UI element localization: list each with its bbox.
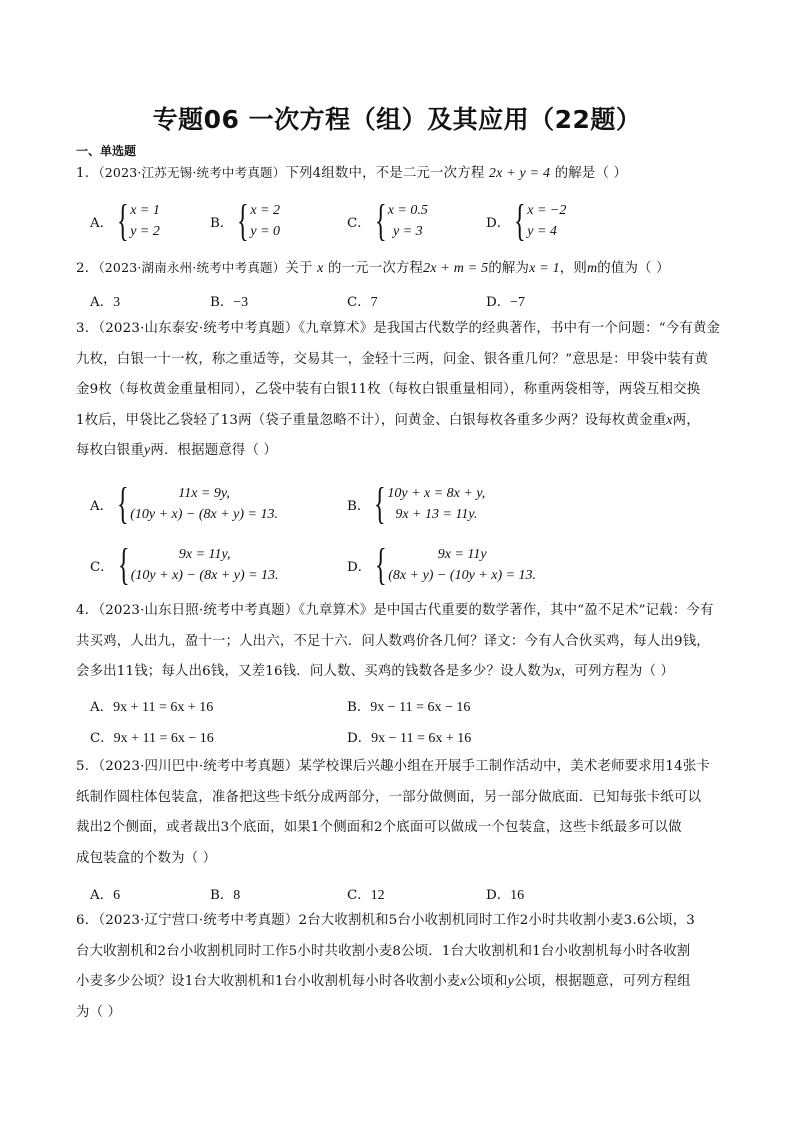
option-c[interactable]: C． { 9x = 11y, (10y + x) − (8x + y) = 13. <box>90 540 279 589</box>
option-d[interactable]: D．16 <box>486 888 525 903</box>
option-a[interactable]: A．3 <box>90 295 121 310</box>
option-d[interactable]: D． { 9x = 11y (8x + y) − (10y + x) = 13. <box>347 540 537 589</box>
brace-icon: { <box>374 196 387 245</box>
option-d[interactable]: D．9x − 11 = 6x + 16 <box>347 731 472 746</box>
brace-icon: { <box>117 479 129 528</box>
brace-icon: { <box>237 196 249 245</box>
question-5: 5．（2023·四川巴中·统考中考真题）某学校课后兴趣小组在开展手工制作活动中，美术老师要求用14张卡 纸制作圆柱体包装盒，准备把这些卡纸分成两部分，一部分做侧面，另一部分做底面．已知每张卡纸可以 裁出2个侧面，或者裁出3个底面，如果1个侧面和2个底面可以做成一个包装盒，这些卡纸最多可以做 成包装盒的个数为（ ） <box>76 759 711 866</box>
option-a[interactable]: A．9x + 11 = 6x + 16 <box>90 700 214 715</box>
option-d[interactable]: D． { x = −2 y = 4 <box>486 196 567 245</box>
option-d[interactable]: D．−7 <box>486 295 526 310</box>
question-number: 1． <box>76 166 99 181</box>
brace-icon: { <box>117 196 129 245</box>
brace-icon: { <box>117 540 130 589</box>
option-b[interactable]: B．−3 <box>210 295 249 310</box>
option-a[interactable]: A． { 11x = 9y, (10y + x) − (8x + y) = 13. <box>90 479 278 528</box>
brace-icon: { <box>374 479 386 528</box>
question-text: 的解是（ ） <box>554 166 628 181</box>
option-a[interactable]: A．6 <box>90 888 121 903</box>
option-b[interactable]: B．9x − 11 = 6x − 16 <box>347 700 471 715</box>
question-source: （2023·江苏无锡·统考中考真题） <box>98 165 286 180</box>
option-c[interactable]: C．9x + 11 = 6x − 16 <box>90 731 214 746</box>
option-b[interactable]: B． { 10y + x = 8x + y, 9x + 13 = 11y. <box>347 479 486 528</box>
page-title: 专题06 一次方程（组）及其应用（22题） <box>152 105 642 134</box>
question-1 <box>76 158 726 190</box>
question-2: 2．（2023·湖南永州·统考中考真题）关于 x 的一元一次方程2x + m = 5的解为x = 1，则m的值为（ ） <box>76 260 670 276</box>
section-heading: 一、单选题 <box>76 144 137 158</box>
option-b[interactable]: B．8 <box>210 888 241 903</box>
question-3: 3．（2023·山东泰安·统考中考真题）《九章算术》是我国古代数学的经典著作，书中有一个问题：“今有黄金 九枚，白银一十一枚，称之重适等，交易其一，金轻十三两，问金、银各重几何？”意思是：甲袋中装有黄 金9枚（每枚黄金重量相同），乙袋中装有白银11枚（每枚白银重量相同），称重两袋相等，两袋互相交换 1枚后，甲袋比乙袋轻了13两（袋子重量忽略不计），问黄金、白银每枚各重多少两？设每枚黄金重x两， 每枚白银重y两．根据题意得（ ） <box>76 321 721 458</box>
question-6: 6．（2023·辽宁营口·统考中考真题）2台大收割机和5台小收割机同时工作2小时共收割小麦3.6公顷，3 台大收割机和2台小收割机同时工作5小时共收割小麦8公顷．1台大收割机和1台小收割机每小时各收割 小麦多少公顷？设1台大收割机和1台小收割机每小时各收割小麦x公顷和y公顷，根据题意，可列方程组 为（ ） <box>76 913 696 1020</box>
question-4: 4．（2023·山东日照·统考中考真题）《九章算术》是中国古代重要的数学著作，其中“盈不足术”记载：今有 共买鸡，人出九，盈十一；人出六，不足十六．问人数鸡价各几何？译文：今有人合伙买鸡，每人出9钱， 会多出11钱；每人出6钱，又差16钱．问人数、买鸡的钱数各是多少？设人数为x，可列方程为（ ） <box>76 603 714 679</box>
question-text: 下列4组数中，不是二元一次方程 <box>285 166 485 181</box>
option-c[interactable]: C．12 <box>347 888 385 903</box>
brace-icon: { <box>514 196 526 245</box>
brace-icon: { <box>375 540 387 589</box>
option-a[interactable]: A． { x = 1 y = 2 <box>90 196 160 245</box>
option-c[interactable]: C．7 <box>347 295 378 310</box>
option-b[interactable]: B． { x = 2 y = 0 <box>210 196 281 245</box>
option-c[interactable]: C． { x = 0.5 y = 3 <box>347 196 428 245</box>
equation: 2x + y = 4 <box>488 166 551 181</box>
